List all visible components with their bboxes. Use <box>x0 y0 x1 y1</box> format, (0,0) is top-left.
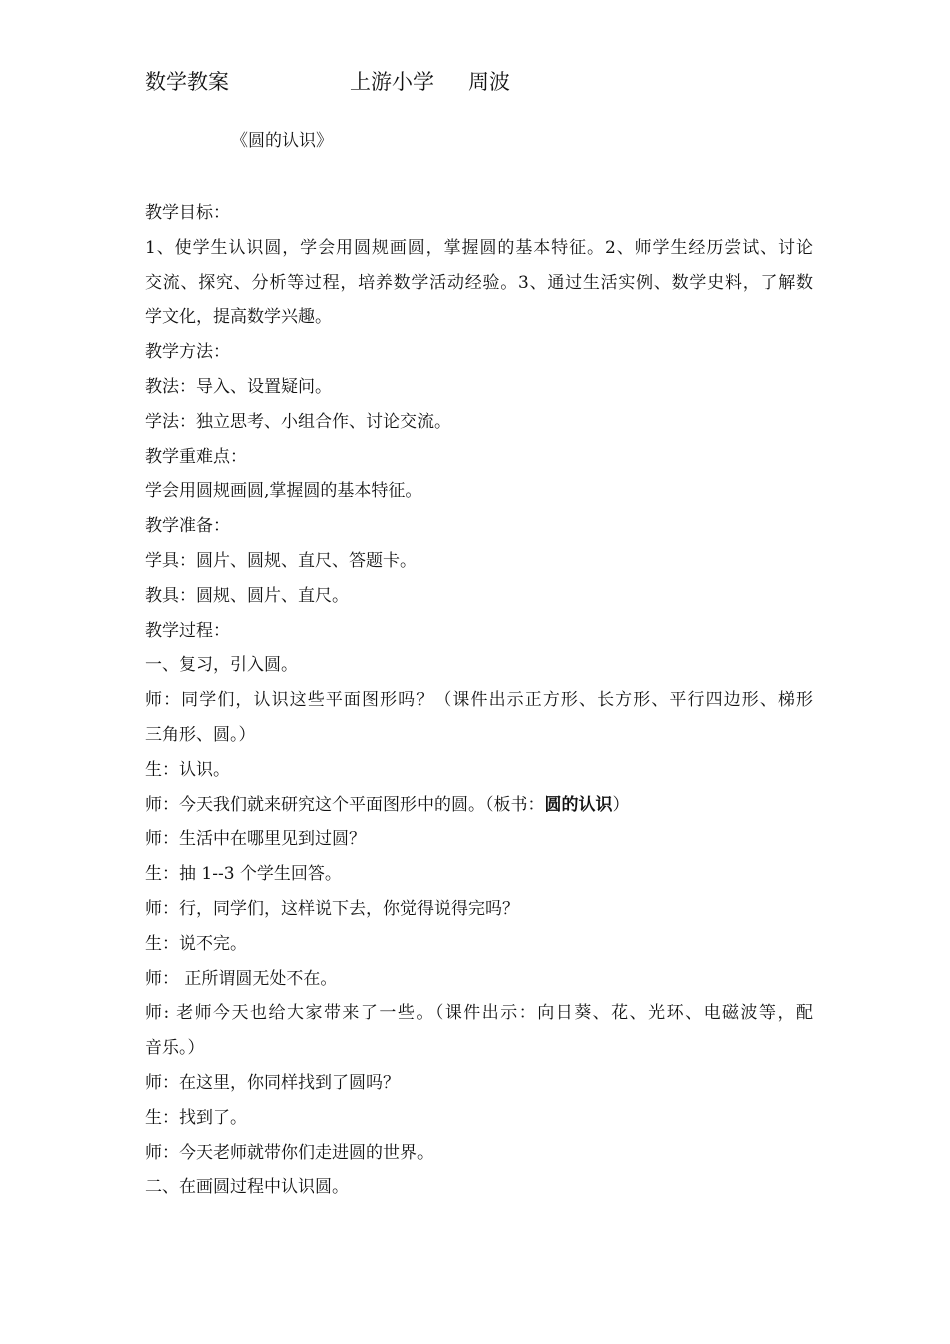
paragraph-line: 师: 老师今天也给大家带来了一些。（课件出示：向日葵、花、光环、电磁波等，配 <box>145 1003 813 1024</box>
section-heading-preparation: 教学准备： <box>145 516 230 537</box>
paragraph-line: 师：行，同学们，这样说下去，你觉得说得完吗？ <box>145 898 519 919</box>
section-heading-methods: 教学方法： <box>145 342 230 363</box>
header-school: 上游小学 <box>350 70 434 94</box>
paragraph-line: 音乐。） <box>145 1038 205 1059</box>
paragraph-line: 生：抽 1--3 个学生回答。 <box>145 864 342 885</box>
paragraph-line: 三角形、圆。） <box>145 724 256 745</box>
paragraph-line: 学具：圆片、圆规、直尺、答题卡。 <box>145 550 417 571</box>
section-heading-process: 教学过程： <box>145 620 230 641</box>
section-heading-goals: 教学目标： <box>145 203 230 223</box>
paragraph-line: 交流、探究、分析等过程，培养数学活动经验。3、通过生活实例、数学史料，了解数 <box>145 272 813 293</box>
paragraph-line: 学会用圆规画圆,掌握圆的基本特征。 <box>145 481 423 502</box>
paragraph-line: 师： 正所谓圆无处不在。 <box>145 968 338 989</box>
paragraph-line: 教具：圆规、圆片、直尺。 <box>145 585 349 606</box>
paragraph-line: 学文化，提高数学兴趣。 <box>145 307 332 328</box>
section-heading-key-points: 教学重难点： <box>145 446 247 467</box>
header-subject: 数学教案 <box>145 70 229 94</box>
header-teacher: 周波 <box>468 70 510 94</box>
lesson-body <box>145 196 813 1205</box>
paragraph-line: 师：在这里，你同样找到了圆吗？ <box>145 1072 400 1093</box>
paragraph-line: 师：生活中在哪里见到过圆？ <box>145 829 366 850</box>
board-line-prefix: 师：今天我们就来研究这个平面图形中的圆。（板书： <box>145 794 545 815</box>
paragraph-line: 教法：导入、设置疑问。 <box>145 376 332 397</box>
paragraph-line: 一、复习，引入圆。 <box>145 655 298 676</box>
section-heading-part-two: 二、在画圆过程中认识圆。 <box>145 1177 349 1198</box>
paragraph-line: 生：说不完。 <box>145 933 247 954</box>
paragraph-line: 生：认识。 <box>145 759 230 780</box>
paragraph-line: 学法：独立思考、小组合作、讨论交流。 <box>145 411 451 432</box>
paragraph-line: 1、使学生认识圆，学会用圆规画圆，掌握圆的基本特征。2、师学生经历尝试、讨论 <box>145 237 813 258</box>
paragraph-line: 生：找到了。 <box>145 1107 247 1128</box>
board-writing-line <box>145 788 813 823</box>
paragraph-line: 师：今天老师就带你们走进圆的世界。 <box>145 1142 434 1163</box>
paragraph-line: 师：同学们，认识这些平面图形吗？（课件出示正方形、长方形、平行四边形、梯形 <box>145 690 813 711</box>
lesson-title: 《圆的认识》 <box>231 131 333 151</box>
board-writing-bold: 圆的认识 <box>544 794 613 815</box>
board-line-suffix: ） <box>612 794 630 815</box>
